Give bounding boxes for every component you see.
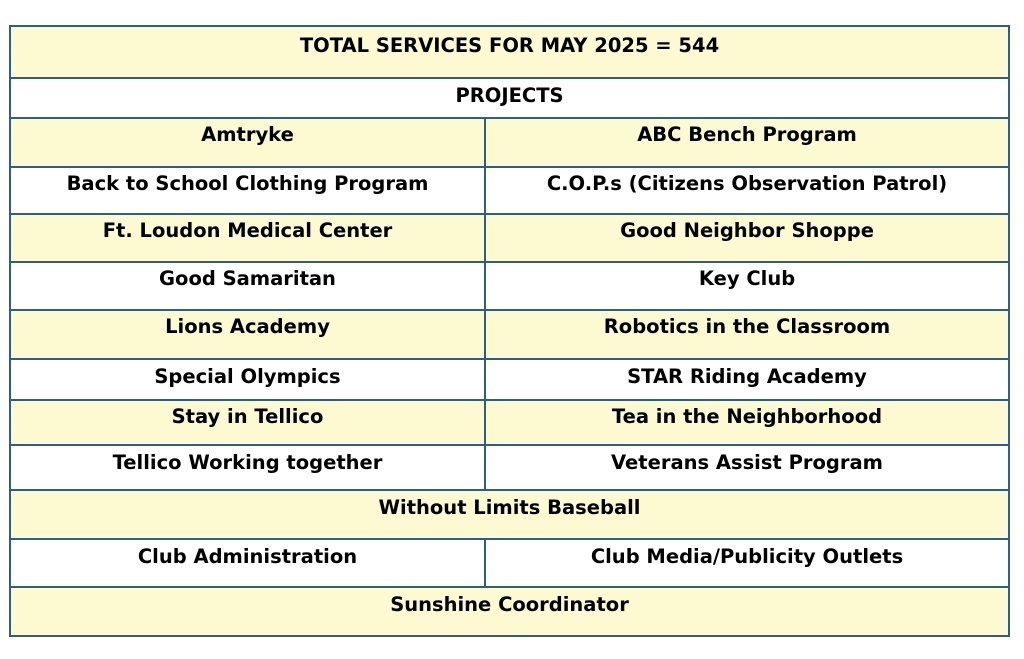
project-cell: Club Administration <box>11 540 486 586</box>
project-cell-full: Sunshine Coordinator <box>390 593 629 616</box>
table-row <box>11 168 1008 215</box>
table-row <box>11 491 1008 540</box>
project-cell: Special Olympics <box>11 360 486 399</box>
project-cell: Lions Academy <box>11 311 486 358</box>
table-row <box>11 360 1008 401</box>
project-cell: Amtryke <box>11 119 486 166</box>
project-cell: Good Samaritan <box>11 263 486 309</box>
projects-table <box>9 25 1010 637</box>
table-row <box>11 263 1008 311</box>
project-cell: Good Neighbor Shoppe <box>620 219 874 242</box>
project-cell-full: Without Limits Baseball <box>378 496 641 519</box>
table-row <box>11 215 1008 263</box>
table-row <box>11 446 1008 491</box>
table-row <box>11 119 1008 168</box>
project-cell: Robotics in the Classroom <box>603 315 891 338</box>
project-cell: Tea in the Neighborhood <box>611 405 883 428</box>
project-cell: Key Club <box>698 267 796 290</box>
table-row <box>11 540 1008 588</box>
project-cell: Club Media/Publicity Outlets <box>590 545 904 568</box>
table-row <box>11 311 1008 360</box>
project-cell: Veterans Assist Program <box>611 451 883 474</box>
project-cell: STAR Riding Academy <box>627 365 867 388</box>
table-row <box>11 588 1008 635</box>
table-row <box>11 401 1008 446</box>
projects-heading: PROJECTS <box>455 84 564 107</box>
project-cell: Ft. Loudon Medical Center <box>11 215 486 261</box>
project-cell: C.O.P.s (Citizens Observation Patrol) <box>546 172 948 195</box>
total-services-heading: TOTAL SERVICES FOR MAY 2025 = 544 <box>299 34 720 57</box>
table-row-projects-title <box>11 79 1008 119</box>
project-cell: ABC Bench Program <box>637 123 857 146</box>
project-cell: Tellico Working together <box>11 446 486 489</box>
table-row-total <box>11 27 1008 79</box>
project-cell: Back to School Clothing Program <box>11 168 486 213</box>
project-cell: Stay in Tellico <box>11 401 486 444</box>
